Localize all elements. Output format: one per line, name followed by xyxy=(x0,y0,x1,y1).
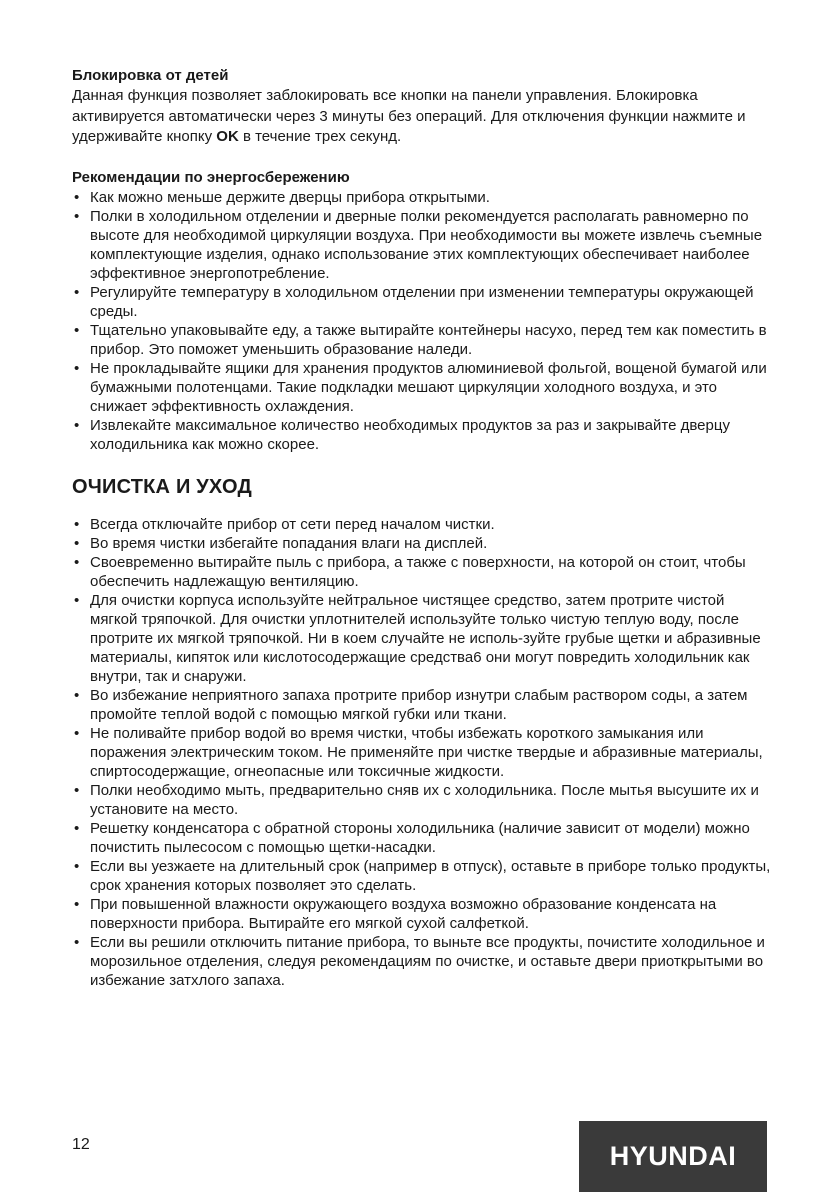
spacer xyxy=(72,148,772,168)
list-item: • Для очистки корпуса используйте нейтральное чистящее средство, затем протрите чистой мягкой тряпочкой. Для очистки уплотнителей используйте только чистую теплую воду, после протрите их мягкой тряпочкой. Ни в коем случайте не исполь-зуйте грубые щетки и абразивные материалы, кипяток или кислотосодержащие средства6 они могут повредить холодильник как внутри, так и снаружи. xyxy=(72,591,772,686)
brand-logo xyxy=(579,1121,767,1192)
cleaning-heading: ОЧИСТКА И УХОД xyxy=(72,475,252,498)
page-number: 12 xyxy=(72,1136,90,1153)
energy-saving-list xyxy=(72,188,772,454)
list-item: • Полки в холодильном отделении и дверные полки рекомендуется располагать равномерно по высоте для необходимой циркуляции воздуха. При необходимости вы можете извлечь съемные комплектующие изделия, однако использование этих комплектующих обеспечивает наиболее эффективное энергопотребление. xyxy=(72,207,772,283)
cleaning-list xyxy=(72,515,772,990)
list-item: • Если вы уезжаете на длительный срок (например в отпуск), оставьте в приборе только продукты, срок хранения которых позволяет это сделать. xyxy=(72,857,772,895)
ok-key-label: OK xyxy=(216,128,239,145)
brand-logo-text: HYUNDAI xyxy=(609,1141,737,1171)
list-item: • Всегда отключайте прибор от сети перед началом чистки. xyxy=(72,515,772,534)
list-item: • Полки необходимо мыть, предварительно сняв их с холодильника. После мытья высушите их и установите на место. xyxy=(72,781,772,819)
child-lock-text-before: Данная функция позволяет заблокировать все кнопки на панели управления. Блокировка активируется автоматически через 3 минуты без операций. Для отключения функции нажмите и удерживайте кнопку xyxy=(72,87,746,145)
list-item: • Во время чистки избегайте попадания влаги на дисплей. xyxy=(72,534,772,553)
child-lock-heading: Блокировка от детей xyxy=(72,67,229,84)
list-item: • Не поливайте прибор водой во время чистки, чтобы избежать короткого замыкания или поражения электрическим током. Не применяйте при чистке твердые и абразивные материалы, спиртосодержащие, огнеопасные или токсичные жидкости. xyxy=(72,724,772,781)
list-item: • Тщательно упаковывайте еду, а также вытирайте контейнеры насухо, перед тем как поместить в прибор. Это поможет уменьшить образование наледи. xyxy=(72,321,772,359)
list-item: • Как можно меньше держите дверцы прибора открытыми. xyxy=(72,188,772,207)
list-item: • Если вы решили отключить питание прибора, то выньте все продукты, почистите холодильное и морозильное отделения, следуя рекомендациям по очистке, и оставьте двери приоткрытыми во избежание затхлого запаха. xyxy=(72,933,772,990)
list-item: • Не прокладывайте ящики для хранения продуктов алюминиевой фольгой, вощеной бумагой или бумажными полотенцами. Такие подкладки мешают циркуляции холодного воздуха, и это снижает эффективность охлаждения. xyxy=(72,359,772,416)
list-item: • Решетку конденсатора с обратной стороны холодильника (наличие зависит от модели) можно почистить пылесосом с помощью щетки-насадки. xyxy=(72,819,772,857)
page-content xyxy=(72,66,772,990)
list-item: • Во избежание неприятного запаха протрите прибор изнутри слабым раствором соды, а затем промойте теплой водой с помощью мягкой губки или ткани. xyxy=(72,686,772,724)
child-lock-paragraph xyxy=(72,86,772,148)
child-lock-text-after: в течение трех секунд. xyxy=(238,128,402,145)
list-item: • Своевременно вытирайте пыль с прибора, а также с поверхности, на которой он стоит, чтобы обеспечить надлежащую вентиляцию. xyxy=(72,553,772,591)
list-item: • При повышенной влажности окружающего воздуха возможно образование конденсата на поверхности прибора. Вытирайте его мягкой сухой салфеткой. xyxy=(72,895,772,933)
list-item: • Извлекайте максимальное количество необходимых продуктов за раз и закрывайте дверцу холодильника как можно скорее. xyxy=(72,416,772,454)
list-item: • Регулируйте температуру в холодильном отделении при изменении температуры окружающей среды. xyxy=(72,283,772,321)
energy-saving-heading: Рекомендации по энергосбережению xyxy=(72,168,350,186)
